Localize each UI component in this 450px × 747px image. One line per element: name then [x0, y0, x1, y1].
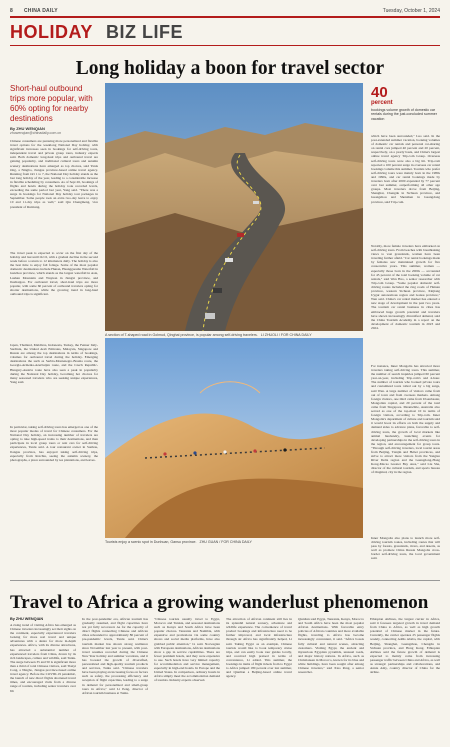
photo1-credit: LI ZHUOLI / FOR CHINA DAILY [260, 333, 312, 337]
section-masthead [10, 16, 440, 44]
story1-col1: Chinese consumers are pursuing more personalized and flexible travel options for the weeklong National Day holiday, with significant increases seen in bookings for self-driving tours, independent travel and private group tours, industry experts said. Both domestic long-haul trips and outbound travel are gaining popularity, and traditional cultural tours and autumn scenery destinations have emerged as top choices, said Yanis Ong, a Ningbo, Jiangsu province-based online travel agency. Running from Oct 1 to 7, the National Day holiday stands as the last long holiday of the year, leading to a considerable increase in flexible scheduling by consumers. As of Sept 26, bookings of flights and hotels during the holiday took recorded levels, exceeding the same period last year, Yang said. "There was a surge in bookings for National Day holiday tour packages in September. Some people took an extra two-day leave to enjoy 10 and 11-day trips as well," said Qiu Chengmeng, vice president of Ruixiang. [10, 139, 98, 209]
story2-col1: A rising trend of visiting Africa has emerged as Chinese travelers increasingly set their sights on the continent, especially experienced travelers looking for more real travel and unique adventures with a desire for more in-depth experiences. Africa, with its diverse attractions, has attracted a substantial number of experienced travelers from China, drawn by its rich landscapes, culture and wildlife, said Tuniu. The surge between 35 and 50 is significant more than a third of total Chinese visitors, said Tianyi Cong, a Ningbo, Jiangsu province-based online travel agency. Before the COVID-19 pandemic, the launch of new direct flights shortened travel times, and encouraged visits from a diverse range of tourists, including senior travelers over 60. [10, 623, 76, 693]
issue-date: Tuesday, October 1, 2024 [382, 8, 440, 14]
story1-col1b: The travel peak is expected to occur on the first day of the holiday and last until Oct 6, with a gradual decline in the second week before a return to 12 kilometers daily. The holiday is also the best time to enjoy fall foliage. Some of the most popular domestic destinations include Hunan, Huangguoshu Waterfall in Guizhou province, which stands as the largest waterfall in Asia, Lushan Mountain and Wuyuan in Jiangxi province, and Jiuzhaigou. For outbound travel, short-haul trips are more popular, with some 60 percent of outbound travelers opting for shorter destinations, while the growing trend in long-haul outbound trips is significant. [10, 251, 98, 296]
photo2-caption-row [105, 540, 363, 544]
masthead-holiday: HOLIDAY [10, 22, 93, 42]
story2-col4: The attraction of African continent still lies in its splendid natural scenery, adventure and wildlife experience. The convenience of travel product bookings and infrastructure need to be further improved, and local infrastructure through air Africa has significantly helped, Li said. Taking Egypt as an example, Chinese tourists would like to book temporary cruise trips, and can easily book tour guides locally, and received high praised in terms of convenience, Li added. This summer, the bookings in items of flight tickets from to Egypt to Africa jumped 180 percent over last summer, and Qianlian a Beijing-based online travel agency. [226, 617, 292, 679]
dunes-photo-illustration [105, 338, 363, 538]
story1-col3: which have been surrounded," Luo said. In the post-extended summer vacation, booking volumes of domestic car rentals and personal car-sharing on rental cars jumped 40 percent and 20 percent, respectively, on a yearly basis, and China's largest online travel agency Trip.com Group. Overseas self-driving tours were also a big hit. Trip.com reported a 100 percent surge in overseas car rental bookings volume this summer. Tourists who prefer self-driving tours were mainly born in the 1980s and 1990s, and car rental bookings made by travelers born after 2000 expanded by 77 percent over last summer, outperforming all other age groups. Most travelers drove from Beijing, Shanghai, Chengdu in Sichuan province, and Guangzhou and Shenzhen in Guangdong province, said Trip.com. [371, 134, 440, 204]
photo2-caption: Tourists enjoy a scenic spot in Dunhuan, Gansu province. [105, 540, 197, 544]
photo-winding-road [105, 83, 363, 331]
photo2-credit: ZHU GUAN / FOR CHINA DAILY [199, 540, 252, 544]
story1-col1d: In particular, taking self-driving tours has emerged as one of the most popular modes of travel for Chinese consumers. For the National Day holiday, an increasing number of travelers are opting to take high-speed trains to their destinations, and then participate in local group tours or rent cars for self-driving experiences, Tuniu said. A tour restaurant owner in Suzhou, Jiangsu province, has enjoyed taking self-driving trips, especially from Rotchia, seeing the autumn scenery, the photographs, a place surrounded by tea plantations, and leaves. [10, 425, 98, 462]
photo-dunes-tourists [105, 338, 363, 538]
photo1-caption: A section of T-shaped road in Golmud, Qinghai province, is popular among self-driving travelers. [105, 333, 258, 337]
page-number: 8 [10, 8, 13, 14]
story2-byline: By ZHU WENQIAN [10, 617, 44, 621]
masthead-rule [10, 45, 440, 46]
publication-name: CHINA DAILY [24, 8, 58, 14]
story1-col3c: For instance, Inner Mongolia has attracted more travelers taking self-driving tours. This summer, the number of search inquiries jumped 60 percent year-on-year, including Trip.com's and 4-hour. The number of tourists who booked private tours and customized tours rolled out by a big surge, said Wen. A large number of visitors came from out of town and from overseas markets. Among foreign visitors, one third came from Ulaanbaatar, Mongolian capital, and 20 percent of the total came from Singapore. Meanwhile, Australia also served as one of the top-most 10 in terms of foreign visitors, according to Trip.com. Inner Mongolia's department of culture and tourism said it would boost its efforts on both the supply and demand sides to advance plans, favorable to self-driving tours, the growth of local markets like animal husbandry, launching events for developing partnerships in the self-driving tours in the region, and encouragement for group tours. "Through self-driving travelers, local tourist areas from Beijing, Tianjin and Hebei provinces, and strive to attract more visitors from the Yangtze River Delta region and the Guangdong-Hong Kong-Macao Greater Bay Area," said Liu Sha, director of the cultural tourism, and sports bureau of Ongniud, city in the region. [371, 364, 440, 475]
photo1-caption-row [105, 333, 363, 337]
story2-col3: "Chinese tourists usually travel to Egypt, Morocco and Tunisia, and seasonal destinations such as Kenya and South Africa have been popular choices. Tanzania and Namibia, with expensive and promotions via some country shows and social media platforms, have also grabbed public attention," Li said. Norwegian with European destinations, African destinations show a gap in service capabilities. There are fewer premium hotels, and they were expensive to use. Such hotels have very limited capacity for accommodation and service management, especially in high-end hotels. In Europe and the United States. In comparison, ordinary hotels in Africa simply meet the accommodation demand of tourists. Industry experts observed. [154, 617, 220, 683]
story2-col2: In the post-pandemic era, African tourism has gradually resumed, and flight capacities have not yet fully recovered. As for the capacity of direct flights connecting Chinese and African cities rebounded to approximately 80 percent of pre-pandemic levels, Tuniu said. China's tourism market has shown strong resilience since November last year to present, with post-travel resumes recorded during the Chinese New Year holiday and summer vacations, and it has boosted the growth of diversified, personalized and high-quality tourism products and services, Tuniu said. "Chinese travelers have been playing an increasing focus on factors such as safety, the processing efficiency and reception of flight capacities, leading to a surge in demand for personalized and small-group tours in Africa," said Li Peng, director of African tourism business at Tuniu. [82, 617, 148, 695]
road-photo-illustration [105, 83, 363, 331]
masthead-bizlife: BIZ LIFE [106, 22, 183, 42]
story1-byline: By ZHU WENQIAN [10, 126, 45, 131]
factbox-number: 40 [371, 84, 388, 101]
factbox-text: bookings volume growth of domestic car rentals during the just-concluded summer vacation [371, 108, 437, 121]
story1-deck: Short-haul outbound trips more popular, with 60% opting for nearby destinations [10, 84, 93, 123]
story1-col3d: Inner Mongolia also plans to launch more self-driving tourism routes, including routes that will pass by forests, grasslands, rivers, and deserts, as well as promote China Russia Mongolia cross-border self-driving tours, the local government said. [371, 536, 440, 561]
story1-headline: Long holiday a boon for travel sector [75, 58, 385, 79]
story1-email: zhuwenqian@chinadaily.com.cn [10, 131, 62, 135]
story2-col6: Ethiopian Airlines, the largest carrier in Africa, said it foresees targeted growth in travel demand from China to Africa, as well as high growth potential of Chinese market in the future. Currently, the carrier operates 25 passenger flights weekly, connecting Addis Ababa, the capital, with Beijing, Shanghai, Guangzhou, Chengdu in Sichuan province, and Hong Kong. Ethiopian Airlines said the future growth of demand is expected to mainly come from increasing passenger traffic between China and Africa, as well as strategic partnerships and collaborations, and Annie Amy, country director of China for the airline. [370, 617, 440, 675]
story-divider [10, 580, 440, 581]
factbox-unit: percent [371, 100, 393, 106]
story1-col3b: Notably, more female travelers have embarked on self-driving tours. From beaches with breathtaking views to vast grasslands, women have been traveling further afield. "Car rental bookings made by females saw maintained growth for five consecutive years. This summer, women — especially those born in the 2000s — accounted for 45 percent of the total booking volume of car rentals," said Wen Hao, a senior researcher with Trip.com Group. "Some popular domestic self-driving routes included the ring roads of Hainan province, western Sichuan province, Xinjiang Uygur autonomous region and Gansu province," Wen said. China's car rental market has entered a new stage of development in the past two years. The tourism car rental business in cities has embraced huge growth potential and travelers have shown increasingly diversified demand, said the China Tourism Academy in a report on the development of domestic tourism in 2023 and 2024. [371, 244, 440, 330]
story2-col5: Qianlian said Egypt, Tanzania, Kenya, Morocco and South Africa have been the most popular African destinations. With favorable entry policies of African countries and more available flights, traveling to Africa has become increasingly convenient, it said. "Africa boasts fully cultural and natural scenes, attracting customers. Visiting Egypt, the ancient and mysterious Egyptian pyramids, unusual roads, and major history nations. In Africa, such as Christiansen in Morocco, known for its blue and white buildings, have been sought after among Chinese travelers," said Xiao Peng, a senior researcher. [298, 617, 364, 675]
story2-headline: Travel to Africa a growing wanderlust phenomenon [10, 592, 429, 613]
story1-col1c: Japan, Thailand, Maldives, Indonesia, Turkey, the Fenner Italy-Sardinia, the United Arab Emirates, Malaysia, Singapore and Russia are among the top destinations in terms of bookings, volumes for outbound travel during the holiday. Emerging destinations the such as Serbia-Montenegro-Bosnia route, the Georgia-Armenia-Azerbaijan route, and the Czech Republic-Hungary-Austria route have also seen a peak in popularity during the National Day holiday, becoming hot choices for many seasoned travelers who are seeking unique experiences, Yang said. [10, 343, 98, 384]
